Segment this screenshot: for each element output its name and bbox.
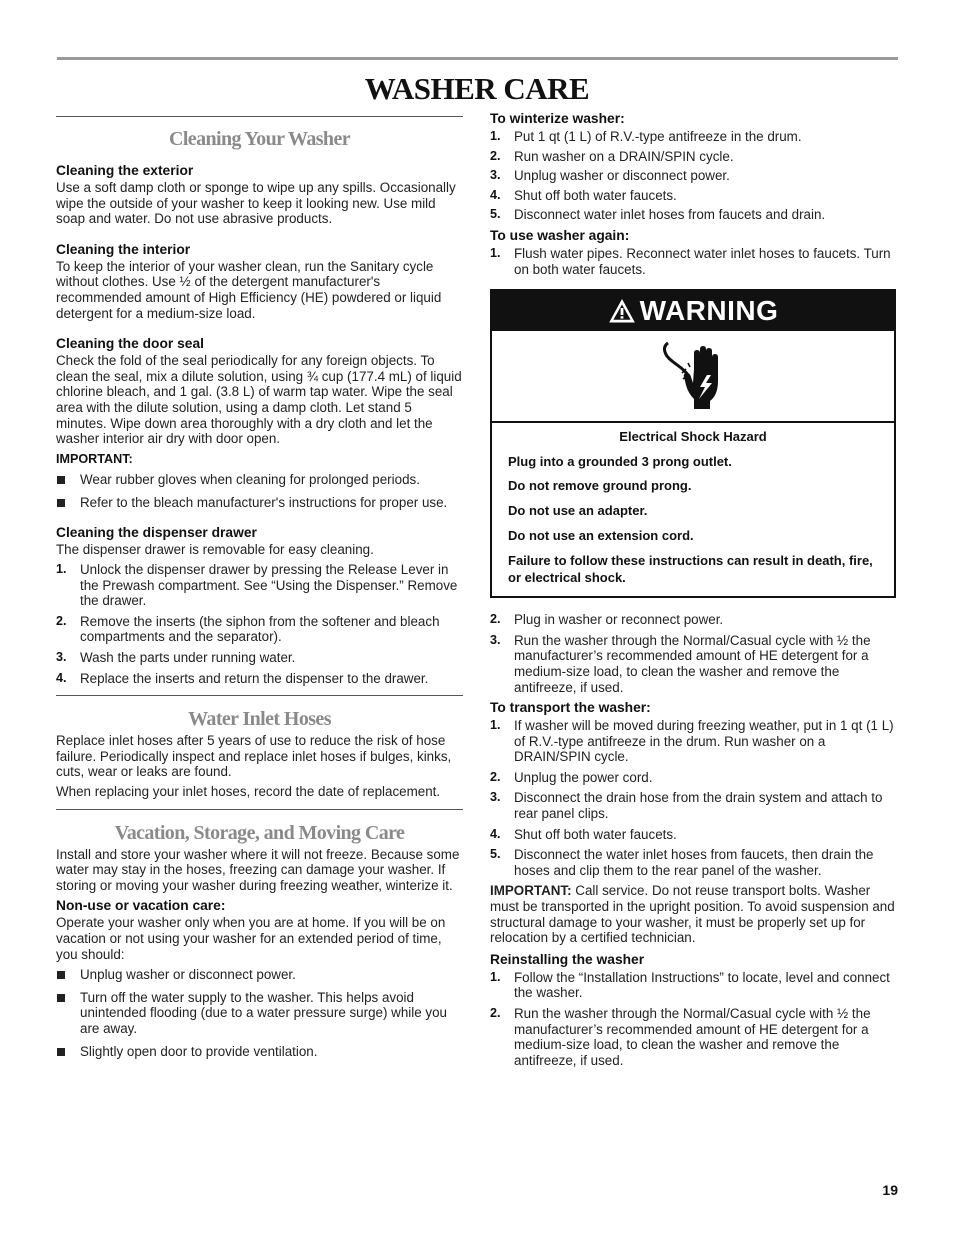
list-item: 2. Plug in washer or reconnect power. [490,612,724,628]
transport-important-label: IMPORTANT: [490,883,572,899]
interior-title: Cleaning the interior [56,241,191,257]
square-bullet-icon [57,994,65,1002]
electrical-shock-hand-icon [658,339,728,413]
transport-important-text: Call service. Do not reuse transport bolts. Washer must be transported in the upright position. To avoid suspension and structural damage to your washer, it must be properly set up for relocation by a certified technician. [490,883,895,946]
use-again-title: To use washer again: [490,227,630,243]
square-bullet-icon [57,971,65,979]
warning-title: Electrical Shock Hazard [619,429,767,445]
reinstall-steps [490,970,896,1069]
door-seal-text: Check the fold of the seal periodically for any foreign objects. To clean the seal, mix a dilute solution, using ¾ cup (177.4 mL) of liquid chlorine bleach, and 1 gal. (3.8 L) of warm tap water. Wipe the seal area with the dilute solution, using a damp cloth. Let stand 5 minutes. Wipe down area thoroughly with a dry cloth and let the washer interior air dry with door open. [56,353,462,447]
list-item: 3. Run the washer through the Normal/Casual cycle with ½ the manufacturer’s recommended amount of HE detergent for a medium-size load, to clean the washer and remove the antifreeze, if used. [490,632,871,695]
warning-triangle-icon [608,298,636,324]
section-divider [56,116,463,117]
list-item: 3. Wash the parts under running water. [56,650,296,666]
list-item: 2. Run the washer through the Normal/Casual cycle with ½ the manufacturer’s recommended amount of HE detergent for a medium-size load, to clean the washer and remove the antifreeze, if used. [490,1006,871,1068]
left-column [56,116,463,1059]
list-item: 2. Unplug the power cord. [490,769,653,785]
hoses-text-2: When replacing your inlet hoses, record the date of replacement. [56,784,441,800]
page-title: WASHER CARE [364,71,590,106]
list-item: 1. Put 1 qt (1 L) of R.V.-type antifreeze in the drum. [490,129,802,144]
list-item: 1. Follow the “Installation Instructions” to locate, level and connect the washer. [490,969,890,1001]
winterize-steps [490,129,896,223]
list-item: Slightly open door to provide ventilation. [56,1044,463,1060]
square-bullet-icon [57,476,65,484]
list-item: Turn off the water supply to the washer. This helps avoid unintended flooding (due to a water pressure surge) while you are away. [56,990,463,1037]
use-again-steps [490,246,896,277]
vacation-heading: Vacation, Storage, and Moving Care [114,821,405,844]
interior-text: To keep the interior of your washer clean, run the Sanitary cycle without clothes. Use ½ of the detergent manufacturer's recommended amount of High Efficiency (HE) powdered or liquid detergent for a medium-size load. [56,258,442,321]
vacation-text: Install and store your washer where it will not freeze. Because some water may stay in the hoses, freezing can damage your washer. If storing or moving your washer during freezing weather, winterize it. [56,846,460,893]
square-bullet-icon [57,1048,65,1056]
door-seal-title: Cleaning the door seal [56,336,204,352]
list-item: Unplug washer or disconnect power. [56,967,463,983]
list-item: 4. Shut off both water faucets. [490,187,677,203]
warning-line: Do not use an extension cord. [508,527,694,543]
warning-box [490,289,896,598]
section-divider [56,695,463,696]
list-item: 1. Flush water pipes. Reconnect water inlet hoses to faucets. Turn on both water faucets. [490,245,891,277]
warning-line: Do not use an adapter. [508,502,648,518]
winterize-title: To winterize washer: [490,111,625,126]
list-item: 4. Shut off both water faucets. [490,826,677,842]
warning-line: Failure to follow these instructions can result in death, fire, or electrical shock. [508,553,873,586]
warning-header [492,291,894,331]
vacation-bullets [56,967,463,1059]
top-rule [57,57,898,60]
dispenser-steps [56,562,463,686]
list-item: 1. Unlock the dispenser drawer by pressing the Release Lever in the Prewash compartment. See “Using the Dispenser.” Remove the drawer. [56,562,458,609]
use-again-steps-continued [490,612,896,695]
list-item: 2. Remove the inserts (the siphon from the softener and bleach compartments and the separator). [56,613,440,645]
hoses-heading: Water Inlet Hoses [188,708,331,731]
list-item: 2. Run washer on a DRAIN/SPIN cycle. [490,148,734,164]
list-item: Refer to the bleach manufacturer's instructions for proper use. [56,495,463,511]
list-item: 1. If washer will be moved during freezing weather, put in 1 qt (1 L) of R.V.-type antifreeze in the drum. Run washer on a DRAIN/SPIN cycle. [490,718,894,765]
nonuse-text: Operate your washer only when you are at home. If you will be on vacation or not using your washer for an extended period of time, you should: [56,915,446,962]
list-item: 5. Disconnect water inlet hoses from faucets and drain. [490,207,826,223]
warning-body [492,423,894,596]
exterior-title: Cleaning the exterior [56,163,194,178]
section-divider [56,809,463,810]
warning-label: WARNING [639,295,779,327]
nonuse-title: Non-use or vacation care: [56,898,226,914]
cleaning-heading: Cleaning Your Washer [169,128,350,150]
square-bullet-icon [57,499,65,507]
transport-important [490,883,896,945]
dispenser-text: The dispenser drawer is removable for easy cleaning. [56,541,374,557]
list-item: 3. Unplug washer or disconnect power. [490,168,730,184]
exterior-text: Use a soft damp cloth or sponge to wipe up any spills. Occasionally wipe the outside of your washer to keep it looking new. Use mild soap and water. Do not use abrasive products. [56,180,456,227]
dispenser-title: Cleaning the dispenser drawer [56,524,257,540]
transport-title: To transport the washer: [490,700,651,716]
reinstall-title: Reinstalling the washer [490,951,645,967]
warning-line: Do not remove ground prong. [508,478,692,494]
hoses-text-1: Replace inlet hoses after 5 years of use to reduce the risk of hose failure. Periodically inspect and replace inlet hoses if bulges, kinks, cuts, wear or leaks are found. [56,733,452,780]
transport-steps [490,718,896,878]
list-item: 4. Replace the inserts and return the dispenser to the drawer. [56,670,429,686]
warning-line: Plug into a grounded 3 prong outlet. [508,453,732,469]
warning-icon-area [492,331,894,423]
list-item: 5. Disconnect the water inlet hoses from faucets, then drain the hoses and clip them to the rear panel of the washer. [490,847,874,878]
list-item: 3. Disconnect the drain hose from the drain system and attach to rear panel clips. [490,790,883,822]
door-seal-important-label: IMPORTANT: [56,451,133,466]
door-seal-bullets [56,472,463,510]
page-number: 19 [882,1182,898,1198]
list-item: Wear rubber gloves when cleaning for prolonged periods. [56,472,463,488]
right-column [490,111,896,1068]
